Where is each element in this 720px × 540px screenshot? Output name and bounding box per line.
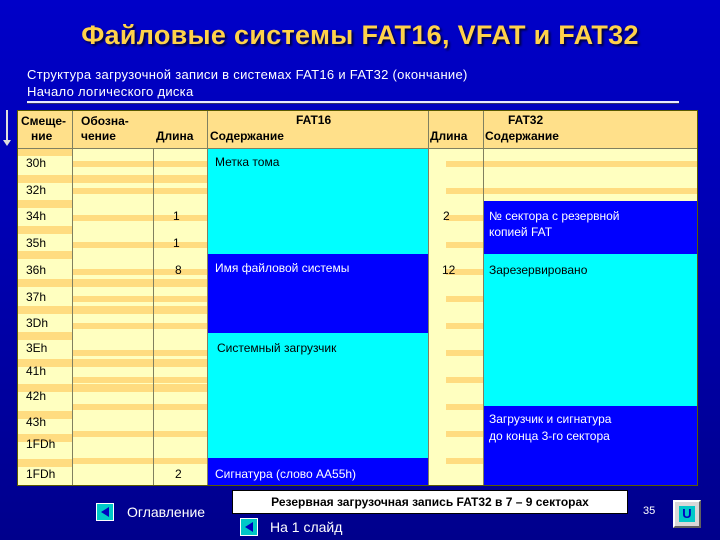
page-number: 35	[643, 505, 656, 517]
name-column-stripes	[72, 148, 207, 485]
header-fat32-content: Содержание	[485, 129, 559, 143]
back-arrow-icon	[101, 507, 109, 517]
boot-record-table	[17, 110, 698, 486]
grid-line	[428, 111, 429, 485]
header-fat16-content: Содержание	[210, 129, 284, 143]
contents-nav-icon[interactable]	[96, 503, 114, 521]
fat32-len-36h: 12	[442, 263, 456, 277]
slide-title: Файловые системы FAT16, VFAT и FAT32	[81, 20, 639, 50]
offset-36h: 36h	[26, 263, 47, 277]
fat32-loader-signature-1: Загрузчик и сигнатура	[489, 412, 612, 426]
return-button[interactable]	[673, 500, 701, 528]
title-separator-shadow	[27, 103, 679, 104]
offset-3dh: 3Dh	[26, 316, 49, 330]
row-band	[18, 306, 207, 314]
offset-3eh: 3Eh	[26, 341, 48, 355]
header-name-2: чение	[81, 129, 116, 143]
offset-32h: 32h	[26, 183, 47, 197]
header-fat32-length: Длина	[430, 129, 468, 143]
fat16-len-1fdh: 2	[175, 467, 182, 481]
offset-43h: 43h	[26, 415, 47, 429]
back-arrow-icon	[245, 522, 253, 532]
fat16-signature: Сигнатура (слово AA55h)	[215, 467, 357, 481]
offset-35h: 35h	[26, 236, 47, 250]
fat16-volume-label: Метка тома	[215, 155, 280, 169]
grid-line	[207, 111, 208, 485]
row-band	[18, 384, 207, 392]
header-fat32: FAT32	[508, 113, 544, 127]
grid-line	[72, 111, 73, 485]
subtitle	[27, 66, 468, 100]
fat32-backup-sector-1: № сектора с резервной	[489, 209, 620, 223]
offset-41h: 41h	[26, 364, 47, 378]
backup-note: Резервная загрузочная запись FAT32 в 7 – 9 секторах	[232, 490, 628, 514]
row-band	[18, 226, 72, 234]
row-band	[18, 200, 72, 208]
row-band	[18, 148, 72, 156]
return-icon: U	[679, 506, 695, 522]
offset-34h: 34h	[26, 209, 47, 223]
fat16-fs-name: Имя файловой системы	[215, 261, 350, 275]
offset-42h: 42h	[26, 389, 47, 403]
first-slide-nav-icon[interactable]	[240, 518, 258, 536]
first-slide-link[interactable]: На 1 слайд	[270, 519, 343, 535]
row-band	[18, 251, 72, 259]
direction-arrow-head	[3, 140, 11, 146]
offset-1fdh-b: 1FDh	[26, 467, 56, 481]
fat16-sys-loader: Системный загрузчик	[217, 341, 337, 355]
direction-arrow-line	[6, 110, 8, 142]
fat32-loader-signature-2: до конца 3-го сектора	[489, 429, 610, 443]
offset-37h: 37h	[26, 290, 47, 304]
header-name-1: Обозна-	[81, 114, 129, 128]
fat16-len-36h: 8	[175, 263, 182, 277]
header-offset-2: ние	[31, 129, 53, 143]
offset-1fdh-a: 1FDh	[26, 437, 56, 451]
row-band	[18, 359, 207, 367]
row-band	[18, 459, 72, 467]
offset-30h: 30h	[26, 156, 47, 170]
header-fat16: FAT16	[296, 113, 332, 127]
row-band	[18, 279, 207, 287]
subtitle-line-1: Структура загрузочной записи в системах FAT16 и FAT32 (окончание)	[27, 67, 468, 82]
header-offset-1: Смеще-	[21, 114, 67, 128]
grid-line	[483, 111, 484, 485]
fat16-len-34h: 1	[173, 209, 180, 223]
contents-link[interactable]: Оглавление	[127, 504, 206, 520]
fat32-backup-sector-2: копией FAT	[489, 225, 553, 239]
grid-line	[18, 148, 697, 149]
subtitle-line-2: Начало логического диска	[27, 84, 194, 99]
row-band	[18, 332, 72, 340]
header-fat16-length: Длина	[156, 129, 194, 143]
fat32-len-34h: 2	[443, 209, 450, 223]
fat32-reserved: Зарезервировано	[489, 263, 588, 277]
grid-line	[153, 148, 154, 485]
row-band	[18, 175, 207, 183]
fat16-len-35h: 1	[173, 236, 180, 250]
